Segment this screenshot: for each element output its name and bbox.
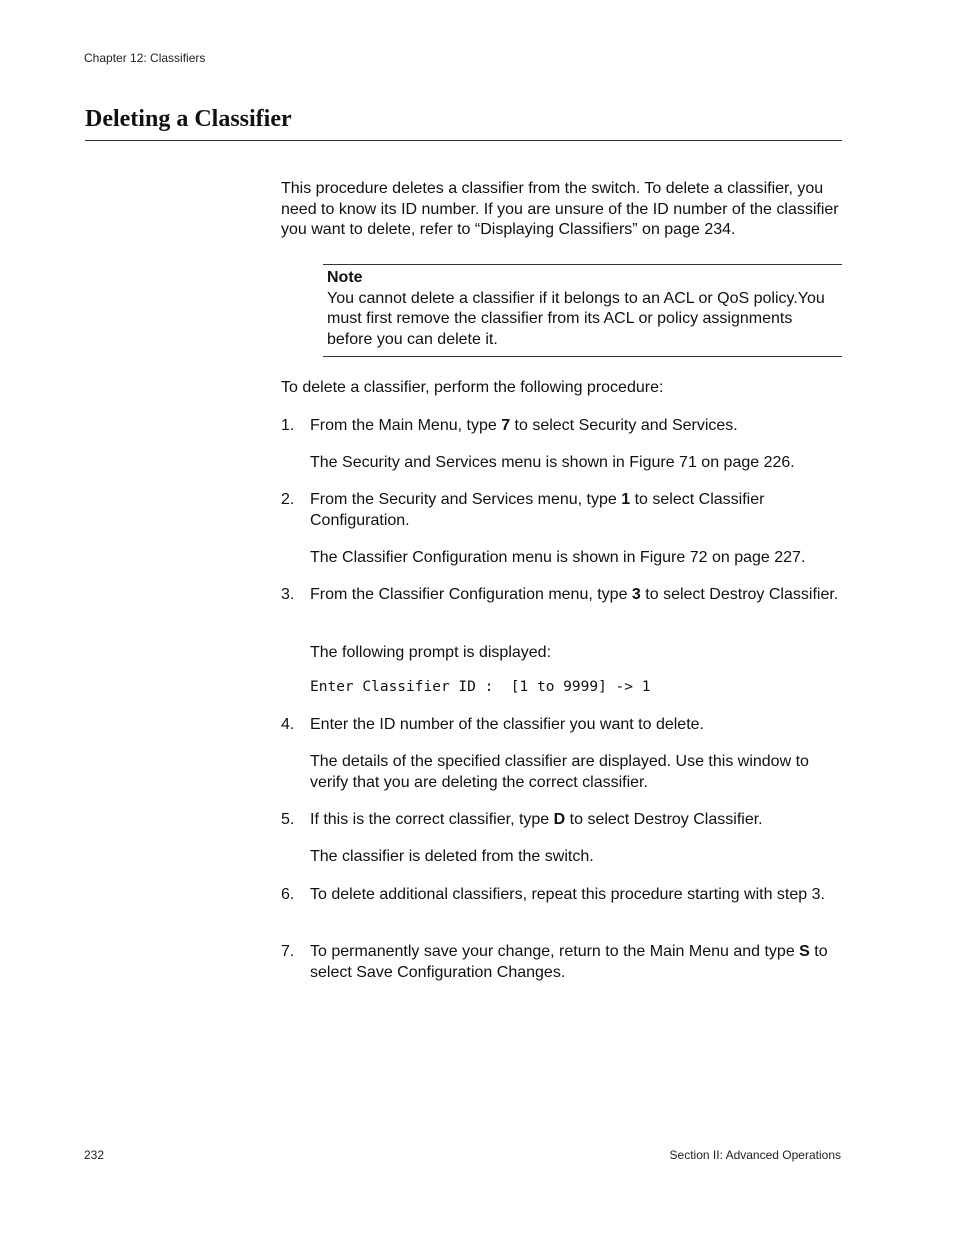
step-3-result: The following prompt is displayed: [310,644,552,661]
step-number: 4. [281,716,295,733]
running-header: Chapter 12: Classifiers [84,51,206,65]
intro-paragraph [281,179,843,241]
step-text: Enter the ID number of the classifier you want to delete. [310,716,704,733]
section-footer: Section II: Advanced Operations [669,1148,841,1162]
title-rule [85,140,842,141]
command-prompt: Enter Classifier ID : [1 to 9999] -> 1 [310,679,651,695]
step-text: From the Classifier Configuration menu, type 3 to select Destroy Classifier. [310,586,839,603]
step-text: To delete additional classifiers, repeat this procedure starting with step 3. [310,886,825,903]
note-box [323,264,842,357]
step-4-result: The details of the specified classifier are displayed. Use this window to verify that you are deleting the correct classifier. [310,753,809,791]
step-number: 6. [281,886,295,903]
step-number: 5. [281,811,295,828]
step-text: From the Main Menu, type 7 to select Security and Services. [310,417,738,434]
intro-text: This procedure deletes a classifier from the switch. To delete a classifier, you need to know its ID number. If you are unsure of the ID number of the classifier you want to delete, refer to “Displaying Classifiers” on page 234. [281,180,839,238]
step-text: To permanently save your change, return to the Main Menu and type S to select Save Configuration Changes. [310,943,828,981]
step-2-result: The Classifier Configuration menu is shown in Figure 72 on page 227. [310,549,806,566]
procedure-intro: To delete a classifier, perform the following procedure: [281,379,664,396]
step-number: 7. [281,943,295,960]
step-1-result: The Security and Services menu is shown in Figure 71 on page 226. [310,454,795,471]
step-number: 3. [281,586,295,603]
step-text: From the Security and Services menu, type 1 to select Classifier Configuration. [310,491,765,529]
note-title: Note [327,269,363,286]
page-number: 232 [84,1148,105,1162]
step-5-result: The classifier is deleted from the switch. [310,848,594,865]
step-number: 2. [281,491,295,508]
step-text: If this is the correct classifier, type D to select Destroy Classifier. [310,811,763,828]
step-number: 1. [281,417,295,434]
note-text: You cannot delete a classifier if it belongs to an ACL or QoS policy.You must first remove the classifier from its ACL or policy assignments before you can delete it. [327,289,825,348]
section-title: Deleting a Classifier [85,106,292,132]
